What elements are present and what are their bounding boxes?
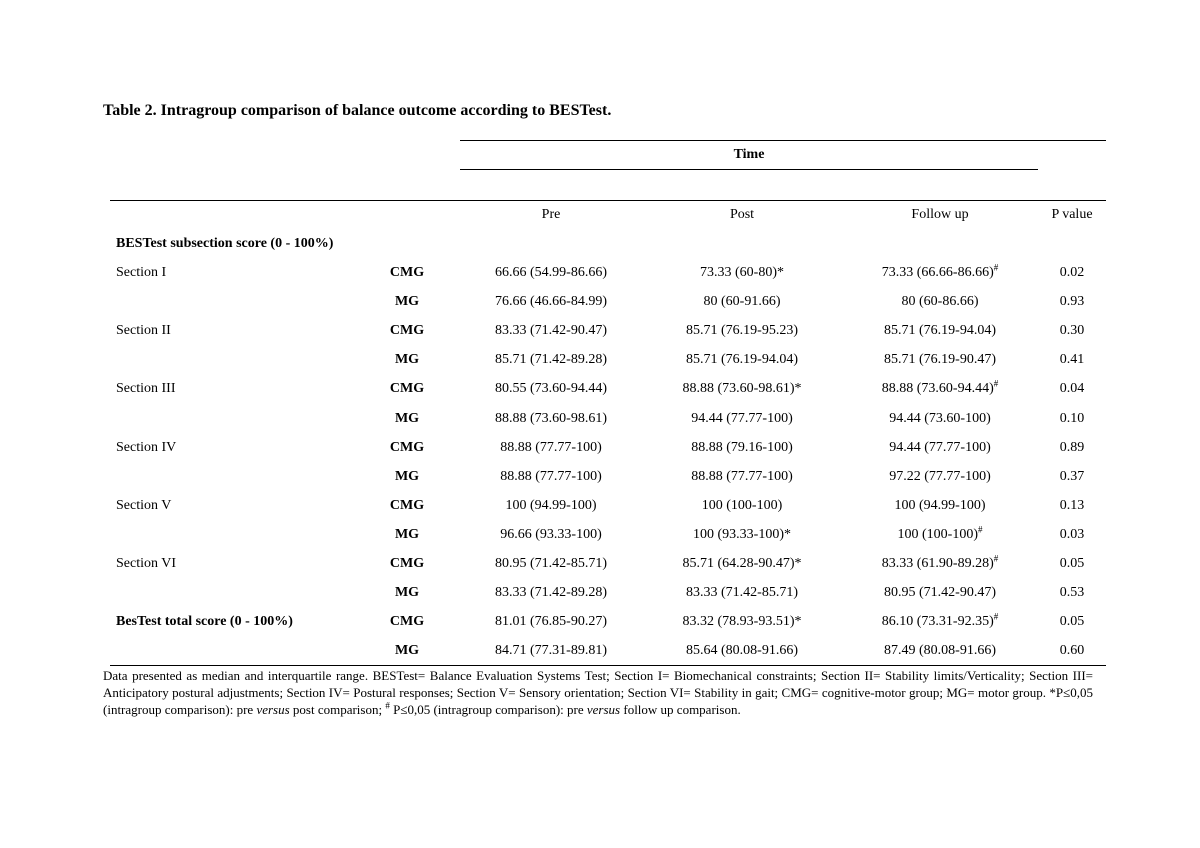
- spanner-bottom-rule: [460, 169, 1038, 170]
- cell-p-value-text: 0.10: [1059, 411, 1085, 426]
- footnote-versus2: versus: [586, 702, 621, 717]
- cell-pre-text: 88.88 (77.77-100): [500, 440, 602, 455]
- follow-up-mark: #: [993, 553, 999, 564]
- cell-post: [693, 527, 791, 543]
- cell-follow-up: [902, 294, 979, 310]
- row-label: [116, 556, 176, 572]
- cell-p-value: [1060, 469, 1085, 485]
- col-header-post: Post: [729, 207, 755, 222]
- cell-post-text: 100 (100-100): [701, 498, 783, 513]
- cell-pre: [495, 294, 607, 310]
- row-group-text: CMG: [389, 440, 425, 455]
- cell-p-value-text: 0.41: [1059, 352, 1085, 367]
- cell-follow-up: [881, 611, 999, 630]
- header-rule: [110, 200, 1106, 201]
- cell-p-value: [1060, 643, 1085, 659]
- cell-follow-up-text: 97.22 (77.77-100): [889, 469, 991, 484]
- cell-pre: [500, 469, 602, 485]
- cell-pre-text: 85.71 (71.42-89.28): [495, 352, 607, 367]
- row-group-text: CMG: [389, 556, 425, 571]
- cell-follow-up: [889, 469, 991, 485]
- footnote-part3: P≤0,05 (intragroup comparison): pre: [389, 702, 587, 717]
- cell-post-text: 83.33 (71.42-85.71): [686, 585, 798, 600]
- cell-p-value: [1060, 614, 1085, 630]
- cell-follow-up: [884, 323, 996, 339]
- row-group: [390, 381, 424, 397]
- cell-p-value: [1060, 352, 1085, 368]
- footnote-hash-mark: #: [385, 700, 390, 711]
- row-group: [395, 411, 419, 427]
- row-group-text: CMG: [389, 323, 425, 338]
- cell-follow-up: [884, 352, 996, 368]
- cell-follow-up-text: 94.44 (77.77-100): [889, 440, 991, 455]
- cell-p-value-text: 0.05: [1059, 556, 1085, 571]
- row-group-text: CMG: [389, 614, 425, 629]
- cell-p-value-text: 0.60: [1059, 643, 1085, 658]
- cell-p-value-text: 0.05: [1059, 614, 1085, 629]
- cell-post-text: 88.88 (73.60-98.61)*: [682, 381, 802, 396]
- row-group: [395, 469, 419, 485]
- cell-post: [704, 294, 781, 310]
- cell-post-text: 88.88 (77.77-100): [691, 469, 793, 484]
- follow-up-mark: #: [978, 524, 983, 535]
- row-group: [390, 556, 424, 572]
- cell-p-value: [1060, 294, 1085, 310]
- cell-p-value-text: 0.13: [1059, 498, 1085, 513]
- cell-follow-up: [881, 262, 999, 281]
- cell-follow-up: [884, 585, 996, 601]
- col-header-p-value: P value: [1051, 207, 1093, 222]
- cell-post-text: 85.71 (76.19-94.04): [686, 352, 798, 367]
- cell-p-value: [1060, 440, 1085, 456]
- cell-pre: [495, 614, 607, 630]
- row-label-text: Section I: [116, 265, 167, 280]
- cell-p-value-text: 0.03: [1059, 527, 1085, 542]
- cell-post-text: 85.71 (64.28-90.47)*: [682, 556, 802, 571]
- cell-p-value: [1060, 265, 1085, 281]
- cell-follow-up: [881, 553, 999, 572]
- cell-follow-up-text: 87.49 (80.08-91.66): [884, 643, 996, 658]
- cell-post: [686, 585, 798, 601]
- cell-post-text: 80 (60-91.66): [703, 294, 781, 309]
- cell-follow-up: [889, 411, 991, 427]
- cell-pre-text: 80.95 (71.42-85.71): [495, 556, 607, 571]
- row-group-text: CMG: [389, 381, 425, 396]
- cell-follow-up: [895, 498, 986, 514]
- cell-p-value-text: 0.53: [1059, 585, 1085, 600]
- cell-post: [686, 352, 798, 368]
- cell-pre: [500, 440, 602, 456]
- cell-post-text: 85.64 (80.08-91.66): [686, 643, 798, 658]
- row-group-text: MG: [394, 411, 420, 426]
- cell-pre-text: 83.33 (71.42-89.28): [495, 585, 607, 600]
- cell-post: [686, 643, 798, 659]
- cell-follow-up-text: 73.33 (66.66-86.66): [881, 265, 994, 280]
- cell-post: [683, 381, 802, 397]
- cell-p-value-text: 0.30: [1059, 323, 1085, 338]
- cell-pre: [495, 352, 607, 368]
- row-group: [395, 352, 419, 368]
- cell-p-value-text: 0.93: [1059, 294, 1085, 309]
- section-header: BESTest subsection score (0 - 100%): [116, 236, 334, 251]
- col-header-pre: Pre: [541, 207, 561, 222]
- cell-follow-up: [897, 524, 983, 543]
- cell-p-value-text: 0.37: [1059, 469, 1085, 484]
- row-group-text: MG: [394, 585, 420, 600]
- cell-p-value: [1060, 556, 1085, 572]
- cell-pre-text: 100 (94.99-100): [505, 498, 597, 513]
- row-label-text: Section IV: [116, 440, 177, 455]
- row-label-text: BesTest total score (0 - 100%): [116, 614, 293, 629]
- cell-pre: [495, 381, 607, 397]
- cell-p-value: [1060, 585, 1085, 601]
- cell-post-text: 94.44 (77.77-100): [691, 411, 793, 426]
- cell-pre: [495, 411, 607, 427]
- cell-pre-text: 83.33 (71.42-90.47): [495, 323, 607, 338]
- cell-post: [691, 411, 793, 427]
- row-group: [395, 585, 419, 601]
- row-group: [395, 294, 419, 310]
- cell-p-value: [1060, 527, 1085, 543]
- cell-follow-up-text: 94.44 (73.60-100): [889, 411, 991, 426]
- cell-p-value: [1060, 381, 1085, 397]
- row-label-text: Section VI: [116, 556, 177, 571]
- cell-p-value: [1060, 498, 1085, 514]
- row-label: [116, 614, 293, 630]
- row-label: [116, 265, 166, 281]
- cell-post-text: 88.88 (79.16-100): [691, 440, 793, 455]
- cell-pre-text: 81.01 (76.85-90.27): [495, 614, 607, 629]
- cell-p-value-text: 0.04: [1059, 381, 1085, 396]
- row-label: [116, 323, 171, 339]
- cell-pre-text: 88.88 (77.77-100): [500, 469, 602, 484]
- follow-up-mark: #: [993, 611, 999, 622]
- footnote-part2: post comparison;: [289, 702, 386, 717]
- cell-pre-text: 88.88 (73.60-98.61): [495, 411, 607, 426]
- row-group: [395, 527, 419, 543]
- cell-follow-up-text: 100 (100-100): [897, 527, 978, 542]
- cell-follow-up-text: 88.88 (73.60-94.44): [881, 381, 994, 396]
- cell-pre: [506, 498, 597, 514]
- footnote-versus1: versus: [256, 702, 290, 717]
- cell-pre-text: 84.71 (77.31-89.81): [495, 643, 607, 658]
- cell-follow-up-text: 100 (94.99-100): [894, 498, 986, 513]
- row-label-text: Section V: [116, 498, 172, 513]
- cell-pre-text: 96.66 (93.33-100): [500, 527, 602, 542]
- cell-p-value-text: 0.02: [1059, 265, 1085, 280]
- bottom-rule: [110, 665, 1106, 666]
- cell-pre: [500, 527, 602, 543]
- cell-p-value: [1060, 411, 1085, 427]
- cell-post: [686, 323, 798, 339]
- follow-up-mark: #: [993, 262, 999, 273]
- row-label-text: Section III: [116, 381, 176, 396]
- row-group-text: MG: [394, 469, 420, 484]
- cell-post: [691, 440, 793, 456]
- row-group-text: MG: [394, 294, 420, 309]
- cell-p-value: [1060, 323, 1085, 339]
- cell-post: [702, 498, 783, 514]
- cell-post-text: 85.71 (76.19-95.23): [686, 323, 798, 338]
- cell-pre: [495, 265, 607, 281]
- row-group-text: CMG: [389, 265, 425, 280]
- cell-follow-up: [889, 440, 991, 456]
- cell-follow-up-text: 86.10 (73.31-92.35): [881, 614, 994, 629]
- cell-pre: [495, 556, 607, 572]
- row-group: [390, 498, 424, 514]
- cell-post-text: 73.33 (60-80)*: [700, 265, 784, 280]
- cell-post: [700, 265, 784, 281]
- cell-follow-up-text: 80.95 (71.42-90.47): [884, 585, 996, 600]
- table-title: Table 2. Intragroup comparison of balance outcome according to BESTest.: [103, 102, 612, 119]
- row-label: [116, 381, 175, 397]
- cell-post: [683, 556, 802, 572]
- row-group: [395, 643, 419, 659]
- follow-up-mark: #: [993, 378, 999, 389]
- cell-pre-text: 66.66 (54.99-86.66): [495, 265, 607, 280]
- row-label-text: Section II: [116, 323, 171, 338]
- cell-follow-up-text: 80 (60-86.66): [901, 294, 979, 309]
- row-group: [390, 614, 424, 630]
- cell-follow-up: [884, 643, 996, 659]
- cell-follow-up-text: 85.71 (76.19-90.47): [884, 352, 996, 367]
- cell-post-text: 83.32 (78.93-93.51)*: [682, 614, 802, 629]
- row-label: [116, 440, 176, 456]
- cell-pre: [495, 585, 607, 601]
- spanner-time: Time: [733, 147, 765, 162]
- cell-pre-text: 80.55 (73.60-94.44): [495, 381, 607, 396]
- cell-follow-up-text: 85.71 (76.19-94.04): [884, 323, 996, 338]
- row-group: [390, 323, 424, 339]
- cell-pre-text: 76.66 (46.66-84.99): [495, 294, 607, 309]
- row-group: [390, 440, 424, 456]
- footnote-part1: Data presented as median and interquartile range. BESTest= Balance Evaluation Systems Test; Section I= Biomechanical constraints; Section II= Stability limits/Verticality; Section III= Anticipatory postural adjustments; Section IV= Postural responses; Section V= Sensory orientation; Section VI= Stability in gait; CMG= cognitive-motor group; MG= motor group. *P≤0,05 (intragroup comparison): pre: [103, 668, 1093, 717]
- cell-post: [691, 469, 793, 485]
- table-footnote: [103, 667, 1093, 718]
- cell-pre: [495, 323, 607, 339]
- row-group-text: CMG: [389, 498, 425, 513]
- cell-follow-up-text: 83.33 (61.90-89.28): [881, 556, 994, 571]
- row-group-text: MG: [394, 352, 420, 367]
- cell-post: [683, 614, 802, 630]
- cell-p-value-text: 0.89: [1059, 440, 1085, 455]
- spanner-top-rule: [460, 140, 1106, 141]
- row-group-text: MG: [394, 643, 420, 658]
- cell-pre: [495, 643, 607, 659]
- cell-follow-up: [881, 378, 999, 397]
- row-group: [390, 265, 424, 281]
- row-group-text: MG: [394, 527, 420, 542]
- footnote-part4: follow up comparison.: [620, 702, 741, 717]
- col-header-follow-up: Follow up: [911, 207, 969, 222]
- cell-post-text: 100 (93.33-100)*: [693, 527, 791, 542]
- row-label: [116, 498, 171, 514]
